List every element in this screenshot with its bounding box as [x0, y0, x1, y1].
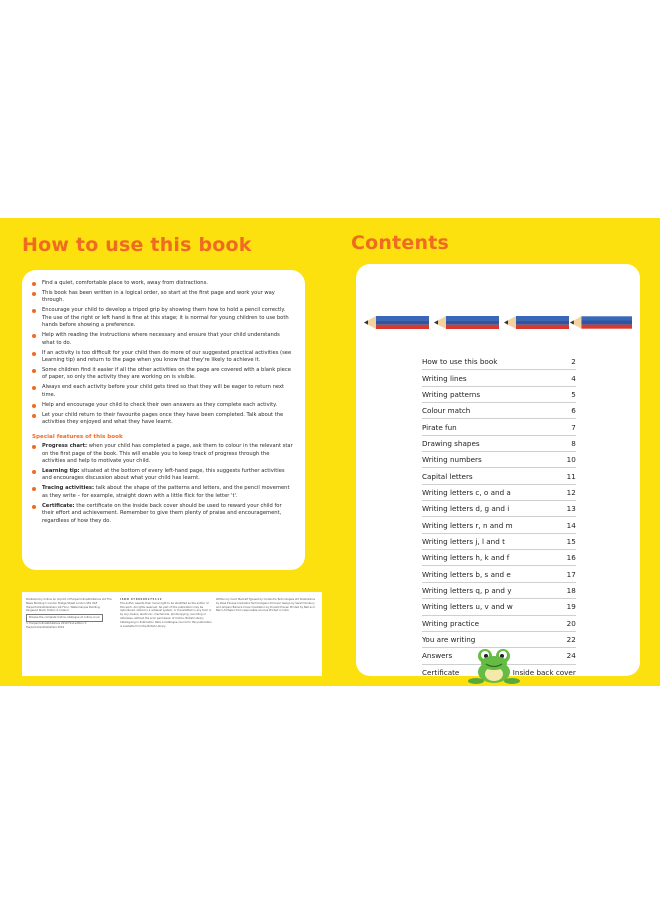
imprint-column-1 [26, 598, 112, 630]
imprint-rights: The author asserts their moral right to be identified as the author of this work. All rights reserved. No part of this publication may be reproduced, stored in a retrieval system, or transmitted in any form or by any means, electronic, mechanical, photocopying, recording or otherwise, without the prior permission of Collins. British Library Cataloguing in Publication Data A Catalogue record for this publication is available from the British Library. [120, 601, 212, 628]
tip-item: Help with reading the instructions where necessary and ensure that your child understands what to do. [32, 332, 293, 347]
contents-row [422, 468, 576, 484]
feature-item [32, 503, 293, 525]
contents-entry-title: Writing patterns [422, 386, 513, 402]
contents-entry-page: 13 [513, 501, 576, 517]
contents-row [422, 615, 576, 631]
book-spread [0, 218, 660, 686]
contents-entry-title: Writing practice [422, 615, 513, 631]
contents-row [422, 517, 576, 533]
frog-icon [468, 642, 520, 686]
contents-entry-title: You are writing [422, 631, 513, 647]
contents-entry-page: 17 [513, 566, 576, 582]
feature-label: Certificate: [42, 502, 75, 509]
contents-entry-title: Colour match [422, 403, 513, 419]
tip-item: Always end each activity before your child gets tired so that they will be eager to return next time. [32, 384, 293, 399]
contents-entry-title: Writing letters u, v and w [422, 599, 513, 615]
feature-label: Progress chart: [42, 443, 88, 450]
contents-entry-page: 11 [513, 468, 576, 484]
contents-row [422, 419, 576, 435]
contents-entry-page: 10 [513, 452, 576, 468]
contents-row [422, 370, 576, 386]
contents-panel [356, 264, 640, 676]
contents-row [422, 403, 576, 419]
features-list [22, 443, 305, 525]
imprint-copyright: © HarperCollinsPublishers 2019 First edition © HarperCollinsPublishers 2019 [26, 621, 88, 629]
contents-entry-page: 7 [513, 419, 576, 435]
imprint-column-3 [216, 598, 316, 613]
contents-entry-title: Answers [422, 648, 513, 664]
contents-table [422, 354, 576, 680]
contents-row [422, 599, 576, 615]
feature-text: talk about the shape of the patterns and letters, and the pencil movement as they write – for example, straight down with a little flick for the letter 't'. [42, 485, 290, 499]
contents-entry-title: Writing letters r, n and m [422, 517, 513, 533]
contents-entry-page: Inside back cover [512, 667, 576, 677]
contents-entry-title: Writing letters j, l and t [422, 533, 513, 549]
contents-entry-title: Writing letters b, s and e [422, 566, 513, 582]
contents-entry-title: Writing letters h, k and f [422, 550, 513, 566]
contents-entry-title: How to use this book [422, 354, 513, 370]
tips-list [22, 270, 305, 427]
contents-row [422, 501, 576, 517]
contents-row [422, 435, 576, 451]
contents-entry-page: 20 [513, 615, 576, 631]
feature-item [32, 443, 293, 465]
contents-entry-title: Writing letters q, p and y [422, 582, 513, 598]
contents-entry-page: 24 [513, 648, 576, 664]
tip-item: Find a quiet, comfortable place to work, away from distractions. [32, 280, 293, 287]
tip-item: This book has been written in a logical order, so start at the first page and work your way through. [32, 290, 293, 305]
imprint-publisher: Published by Collins An imprint of HarperCollinsPublishers Ltd The News Building 1 London Bridge Street London SE1 9GF HarperCollinsPublishers 1st Floor, Watermarque Building, Ringsend Road, Dublin 4, Ireland [26, 598, 112, 613]
contents-entry-page: 2 [513, 354, 576, 370]
contents-entry-page: 6 [513, 403, 576, 419]
imprint-isbn: ISBN 9780008275112 [120, 598, 163, 601]
contents-entry-title: Certificate [422, 667, 460, 677]
contents-row [422, 566, 576, 582]
contents-entry-page: 18 [513, 582, 576, 598]
feature-text: situated at the bottom of every left-hand page, this suggests further activities and encourages discussion about what your child has learnt. [42, 468, 285, 482]
tip-item: Some children find it easier if all the other activities on the page are covered with a blank piece of paper, so only the activity they are working on is visible. [32, 367, 293, 382]
feature-item [32, 485, 293, 500]
contents-row [422, 582, 576, 598]
contents-row [422, 354, 576, 370]
contents-entry-title: Drawing shapes [422, 435, 513, 451]
feature-text: when your child has completed a page, ask them to colour in the relevant star on the first page of the book. This will enable you to keep track of progress through the activities and help to motivate your child. [42, 443, 293, 465]
contents-entry-title: Capital letters [422, 468, 513, 484]
contents-entry-page: 19 [513, 599, 576, 615]
special-features-title: Special features of this book [32, 434, 123, 441]
tip-item: If an activity is too difficult for your child then do more of our suggested practical activities (see Learning tip) and return to the page when you know that they're likely to achieve it. [32, 350, 293, 365]
how-to-use-panel [22, 270, 305, 570]
contents-entry-title: Writing letters c, o and a [422, 484, 513, 500]
tip-item: Help and encourage your child to check their own answers as they complete each activity. [32, 402, 293, 409]
tip-item: Let your child return to their favourite pages once they have been completed. Talk about the activities they enjoyed and what they have learnt. [32, 412, 293, 427]
how-to-use-heading: How to use this book [22, 234, 252, 256]
contents-entry-page: 4 [513, 370, 576, 386]
pencil-icon [570, 314, 632, 331]
contents-row [422, 533, 576, 549]
tip-item: Encourage your child to develop a tripod grip by showing them how to hold a pencil correctly. The use of the right or left hand is fine at this stage; it is normal for young children to use both hands before showing a preference. [32, 307, 293, 329]
contents-entry-title: Writing lines [422, 370, 513, 386]
imprint-credits: Written by Carol Medcalf Typeset by Contentra Technologies Ltd Illustrations by Rose Elouise Contentra Technologies Ltd Cover design by Sarah Duxbury and Amparo Barrera Cover illustration by Donald Provan Printed by Bell and Bain Ltd Paper from responsible sources Printed in India [216, 598, 315, 613]
feature-label: Tracing activities: [42, 485, 95, 492]
pencil-icon [434, 314, 499, 331]
pencil-icon [504, 314, 569, 331]
imprint-column-2 [120, 598, 214, 628]
feature-item [32, 468, 293, 483]
feature-text: the certificate on the inside back cover should be used to reward your child for their effort and achievement. Remember to give them plenty of praise and encouragement, regardless of how they do. [42, 502, 282, 524]
contents-entry-page: 12 [513, 484, 576, 500]
contents-heading: Contents [351, 232, 450, 254]
contents-row [422, 386, 576, 402]
contents-entry-page: 14 [513, 517, 576, 533]
imprint-panel [22, 592, 322, 676]
contents-entry-page: 5 [513, 386, 576, 402]
contents-row [422, 452, 576, 468]
contents-row [422, 550, 576, 566]
contents-row [422, 484, 576, 500]
contents-entry-page: 22 [513, 631, 576, 647]
feature-label: Learning tip: [42, 468, 80, 475]
contents-entry-page: 8 [513, 435, 576, 451]
contents-entry-page: 15 [513, 533, 576, 549]
contents-entry-title: Writing letters d, g and i [422, 501, 513, 517]
catalogue-box: Browse the complete Collins catalogue at collins.co.uk [26, 614, 103, 622]
contents-entry-page: 16 [513, 550, 576, 566]
contents-entry-title: Writing numbers [422, 452, 513, 468]
pencil-icon [364, 314, 429, 331]
contents-entry-title: Pirate fun [422, 419, 513, 435]
